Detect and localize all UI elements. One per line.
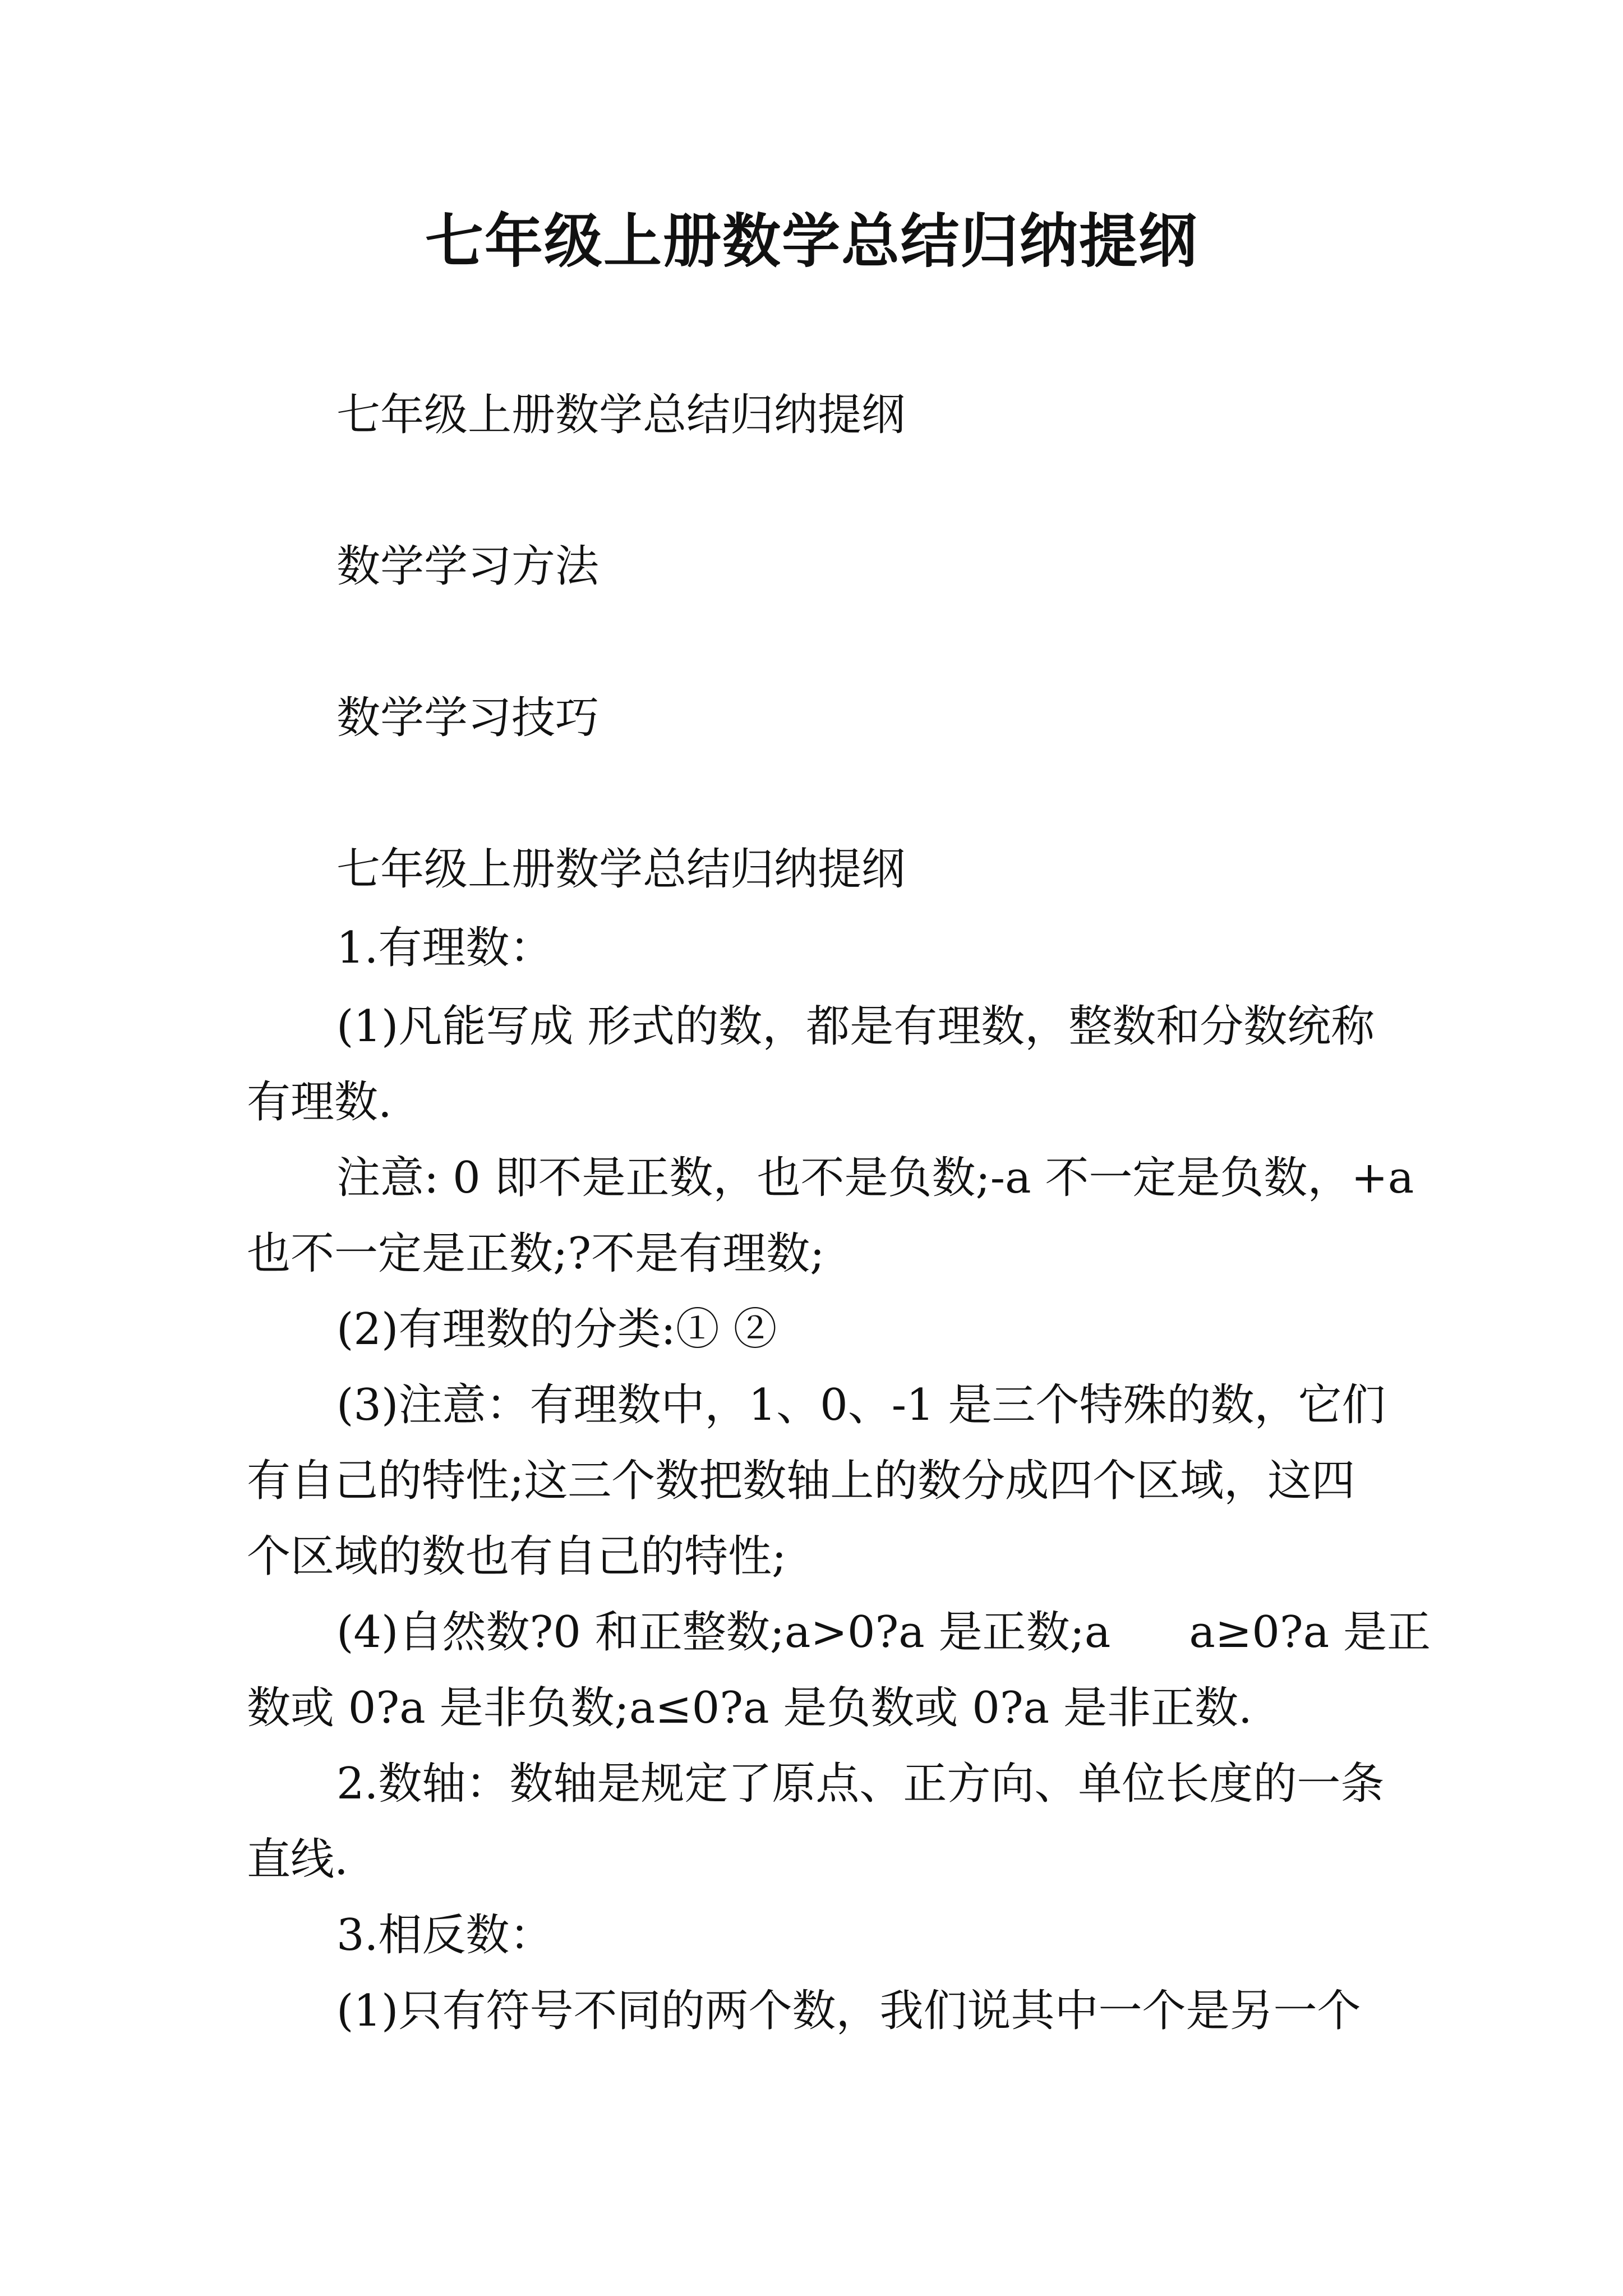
toc-item: 数学学习技巧: [336, 693, 600, 743]
body-line-part: a≥0?a 是正: [1189, 1607, 1431, 1658]
body-line: 3.相反数：: [336, 1910, 554, 1961]
body-line: 有理数.: [247, 1077, 392, 1128]
body-line: 2.数轴：数轴是规定了原点、正方向、单位长度的一条: [336, 1759, 1385, 1809]
document-title: 七年级上册数学总结归纳提纲: [425, 206, 1198, 275]
body-line: 有自己的特性;这三个数把数轴上的数分成四个区域，这四: [247, 1456, 1355, 1506]
section-heading: 七年级上册数学总结归纳提纲: [336, 844, 906, 895]
body-line: 注意: 0 即不是正数，也不是负数;-a 不一定是负数，+a: [336, 1153, 1414, 1203]
body-line: 数或 0?a 是非负数;a≤0?a 是负数或 0?a 是非正数.: [247, 1683, 1252, 1733]
body-line-part: (4)自然数?0 和正整数;a>0?a 是正数;a: [336, 1607, 1111, 1658]
toc-item: 数学学习方法: [336, 541, 600, 592]
body-line: (1)凡能写成 形式的数，都是有理数，整数和分数统称: [336, 1001, 1375, 1052]
body-line: (2)有理数的分类:① ②: [336, 1304, 777, 1355]
body-line: 也不一定是正数;?不是有理数;: [247, 1228, 825, 1279]
toc-item: 七年级上册数学总结归纳提纲: [336, 390, 906, 440]
body-line: 1.有理数：: [336, 923, 554, 973]
body-line: 个区域的数也有自己的特性;: [247, 1531, 787, 1582]
body-line: [336, 1604, 1431, 1660]
body-line: 直线.: [247, 1834, 348, 1885]
body-line: (3)注意：有理数中，1、0、-1 是三个特殊的数，它们: [336, 1380, 1386, 1430]
body-line: (1)只有符号不同的两个数，我们说其中一个是另一个: [336, 1986, 1361, 2036]
